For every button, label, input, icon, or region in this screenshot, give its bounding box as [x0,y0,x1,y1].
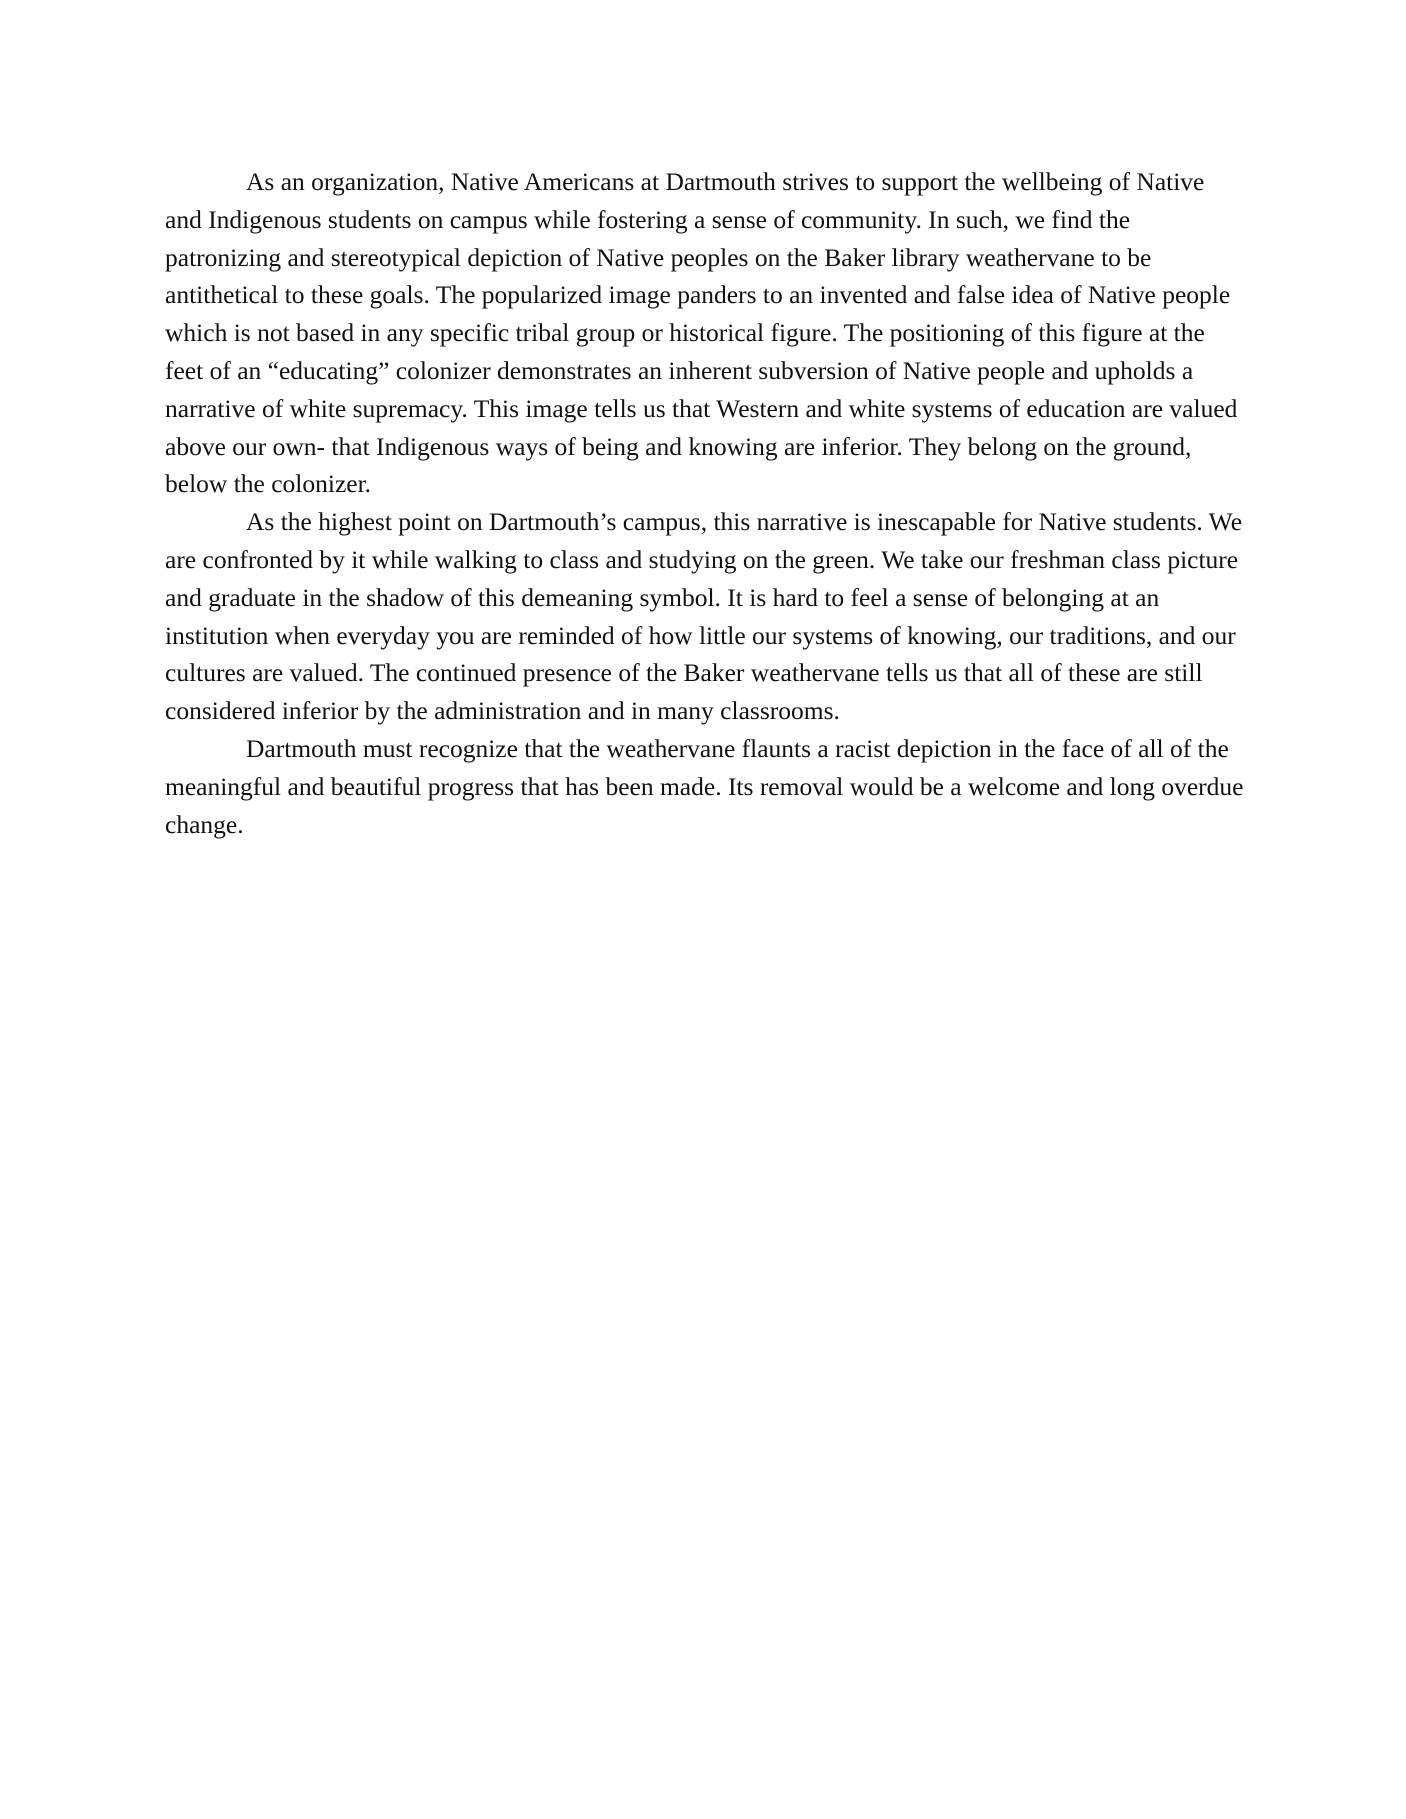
letter-body [165,163,1245,843]
paragraph-campus-impact: As the highest point on Dartmouth’s campus, this narrative is inescapable for Native students. We are confronted by it while walking to class and studying on the green. We take our freshman class picture and graduate in the shadow of this demeaning symbol. It is hard to feel a sense of belonging at an institution when everyday you are reminded of how little our systems of knowing, our traditions, and our cultures are valued. The continued presence of the Baker weathervane tells us that all of these are still considered inferior by the administration and in many classrooms. [165,507,1243,726]
paragraph-call-for-removal: Dartmouth must recognize that the weathervane flaunts a racist depiction in the face of all of the meaningful and beautiful progress that has been made. Its removal would be a welcome and long overdue change. [165,733,1244,839]
paragraph-organization-mission: As an organization, Native Americans at Dartmouth strives to support the wellbeing of Native and Indigenous students on campus while fostering a sense of community. In such, we find the patronizing and stereotypical depiction of Native peoples on the Baker library weathervane to be antithetical to these goals. The popularized image panders to an invented and false idea of Native people which is not based in any specific tribal group or historical figure. The positioning of this figure at the feet of an “educating” colonizer demonstrates an inherent subversion of Native people and upholds a narrative of white supremacy. This image tells us that Western and white systems of education are valued above our own- that Indigenous ways of being and knowing are inferior. They belong on the ground, below the colonizer. [165,167,1238,499]
